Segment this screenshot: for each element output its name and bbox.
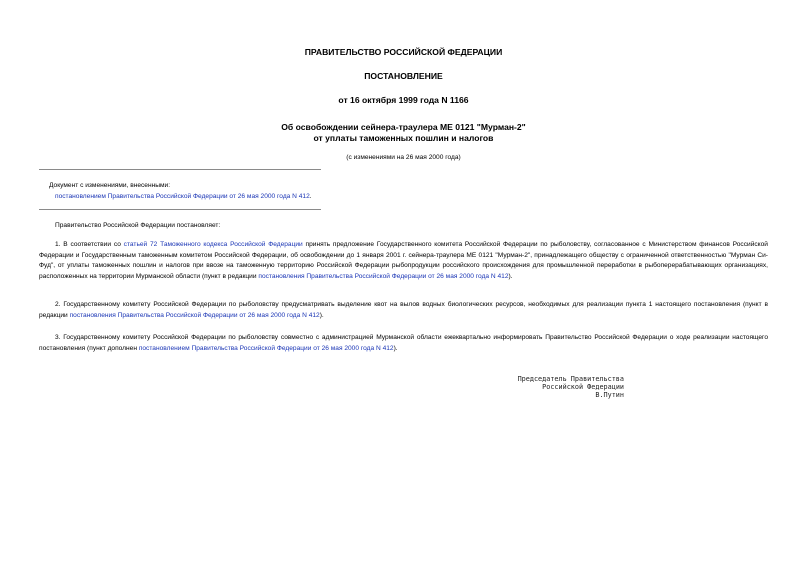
divider-bottom <box>39 209 321 210</box>
p3-text-pre: 3. Государственному комитету Российской Федерации по рыболовству совместно с администрацией Мурманской области ежеквартально информировать Правительство Российской Федерации о ходе реализации настоящего постановления (пункт дополнен <box>39 334 768 352</box>
amendments-link-line <box>55 193 312 200</box>
signature-title: Председатель Правительства <box>517 375 624 383</box>
changes-note: (с изменениями на 26 мая 2000 года) <box>346 154 461 161</box>
signature-name: В.Путин <box>595 391 624 399</box>
p2-amendment-link[interactable]: постановления Правительства Российской Федерации от 26 мая 2000 года N 412 <box>69 311 320 319</box>
p2-text-post: ). <box>319 311 324 319</box>
divider-top <box>39 169 321 170</box>
amendment-trail: . <box>309 193 312 200</box>
amendment-link[interactable]: постановлением Правительства Российской Федерации от 26 мая 2000 года N 412 <box>55 193 310 200</box>
p3-text-post: ). <box>393 344 398 352</box>
p1-text-mid: принять предложение Государственного комитета Российской Федерации по рыболовству, согласованное с Министерством финансов Российской Федерации и Государственным таможенным комитетом Российской Федерации, об освобождении до 1 января 2001 г. сейнера-траулера МЕ 0121 "Мурман-2", принадлежащего обществу с ограниченной ответственностью "Мурман Си-Фуд", от уплаты таможенных пошлин и налогов при ввозе на таможенную территорию Российской Федерации рыбопродукции российского происхождения для промышленной переработки в рыбоперерабатывающих организациях, расположенных на территории Мурманской области (пункт в редакции <box>39 241 768 280</box>
document-heading-type: ПОСТАНОВЛЕНИЕ <box>364 71 443 81</box>
paragraph-3 <box>39 333 768 354</box>
document-subject <box>0 122 807 144</box>
p2-text-pre: 2. Государственному комитету Российской Федерации по рыболовству предусматривать выделение квот на вылов водных биологических ресурсов, необходимых для реализации пункта 1 настоящего постановления (пункт в редакции <box>39 301 768 319</box>
subject-line-2: от уплаты таможенных пошлин и налогов <box>313 133 494 143</box>
document-heading-government: ПРАВИТЕЛЬСТВО РОССИЙСКОЙ ФЕДЕРАЦИИ <box>304 47 503 57</box>
paragraph-2 <box>39 300 768 321</box>
subject-line-1: Об освобождении сейнера-траулера МЕ 0121 "Мурман-2" <box>281 122 526 132</box>
amendments-label: Документ с изменениями, внесенными: <box>49 182 171 189</box>
p3-amendment-link[interactable]: постановлением Правительства Российской Федерации от 26 мая 2000 года N 412 <box>138 344 394 352</box>
p1-text-post: ). <box>508 272 513 280</box>
customs-code-link[interactable]: статьей 72 Таможенного кодекса Российской Федерации <box>123 241 303 248</box>
p1-amendment-link[interactable]: постановления Правительства Российской Федерации от 26 мая 2000 года N 412 <box>258 272 509 280</box>
paragraph-1 <box>39 240 768 282</box>
intro-text: Правительство Российской Федерации постановляет: <box>55 222 221 229</box>
signature-country: Российской Федерации <box>542 383 624 391</box>
document-date-number: от 16 октября 1999 года N 1166 <box>338 95 469 105</box>
p1-text-pre: 1. В соответствии со <box>55 241 124 248</box>
